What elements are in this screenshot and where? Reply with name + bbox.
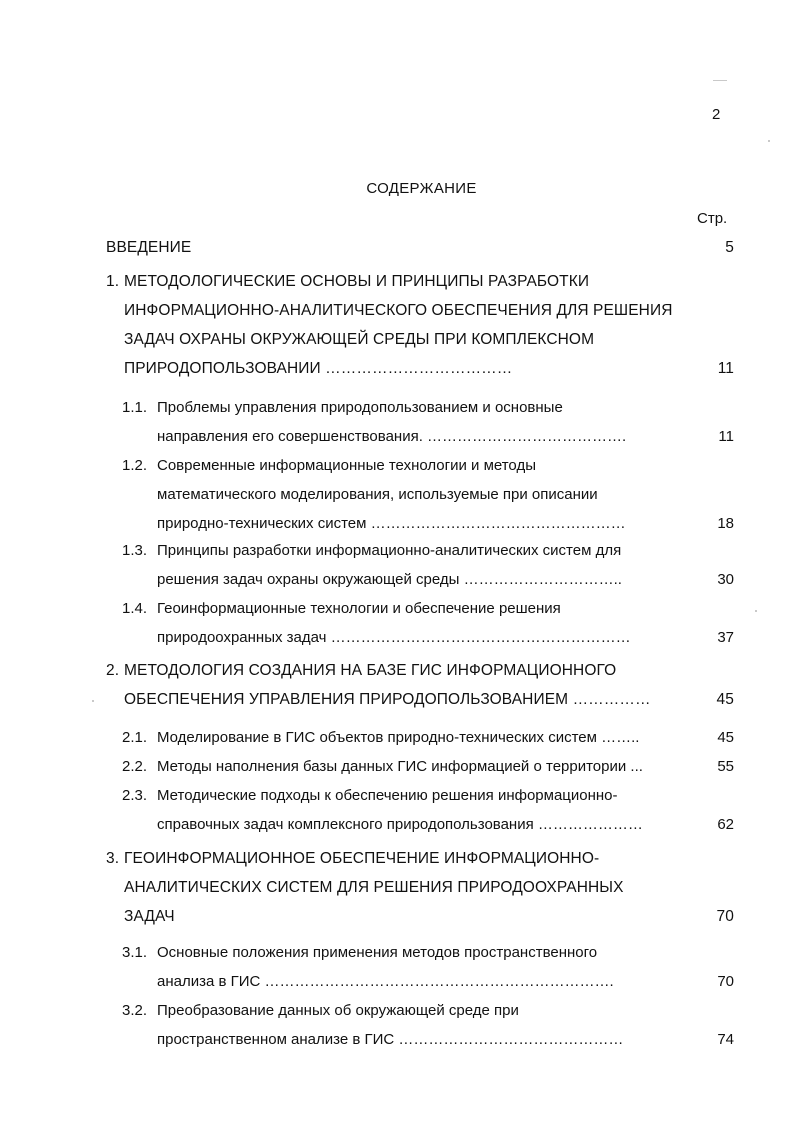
toc-line: [0, 877, 793, 899]
toc-line: [0, 513, 793, 535]
toc-entry-number: 1.3.: [122, 542, 148, 559]
toc-entry-number: 2.2.: [122, 758, 148, 775]
toc-page-number: 45: [716, 691, 734, 708]
toc-line: [0, 598, 793, 620]
toc-entry-text: Преобразование данных об окружающей среде при: [157, 1002, 519, 1019]
scan-speck: [92, 700, 94, 702]
toc-leader-dots: …………………………………………………………….: [260, 973, 614, 990]
toc-page-number: 70: [717, 973, 734, 990]
toc-line: [0, 237, 793, 259]
toc-line: [0, 660, 793, 682]
toc-line: [0, 358, 793, 380]
toc-leader-dots: ………………………………: [320, 360, 513, 377]
toc-leader-dots: ………………………………………: [394, 1031, 624, 1048]
toc-line: [0, 727, 793, 749]
toc-page-number: 11: [717, 360, 734, 377]
toc-entry-text: МЕТОДОЛОГИЧЕСКИЕ ОСНОВЫ И ПРИНЦИПЫ РАЗРАБОТКИ: [124, 273, 590, 290]
toc-leader-dots: …………………………..: [459, 571, 622, 588]
toc-entry-text: Геоинформационные технологии и обеспечение решения: [157, 600, 561, 617]
toc-page-number: 37: [717, 629, 734, 646]
toc-entry-text: ЗАДАЧ: [124, 908, 175, 925]
toc-line: [0, 271, 793, 293]
toc-entry-text: анализа в ГИС …………………………………………………………….: [157, 973, 614, 990]
toc-entry-text: направления его совершенствования. ………………………………….: [157, 428, 627, 445]
toc-line: [0, 1000, 793, 1022]
toc-entry-number: 1.1.: [122, 399, 148, 416]
toc-entry-text: пространственном анализе в ГИС ………………………………………: [157, 1031, 624, 1048]
scan-speck: [713, 80, 727, 81]
toc-line: [0, 785, 793, 807]
toc-line: [0, 906, 793, 928]
toc-entry-text: Проблемы управления природопользованием и основные: [157, 399, 563, 416]
toc-title: СОДЕРЖАНИЕ: [366, 180, 477, 197]
toc-line: [0, 1029, 793, 1051]
toc-entry-text: АНАЛИТИЧЕСКИХ СИСТЕМ ДЛЯ РЕШЕНИЯ ПРИРОДООХРАННЫХ: [124, 879, 624, 896]
toc-entry-text: природоохранных задач ……………………………………………………: [157, 629, 631, 646]
toc-entry-text: решения задач охраны окружающей среды …………………………..: [157, 571, 622, 588]
toc-entry-number: 2.1.: [122, 729, 148, 746]
toc-line: [0, 426, 793, 448]
toc-leader-dots: ………………………………….: [422, 428, 627, 445]
toc-entry-number: 2.: [106, 662, 120, 679]
toc-leader-dots: ……..: [596, 729, 640, 746]
toc-line: [0, 569, 793, 591]
toc-page-number: 18: [717, 515, 734, 532]
toc-entry-text: природно-технических систем ……………………………………………: [157, 515, 626, 532]
toc-entry-text: Принципы разработки информационно-аналитических систем для: [157, 542, 622, 559]
toc-entry-number: 1.4.: [122, 600, 148, 617]
page-number: 2: [712, 106, 721, 123]
toc-page-number: 62: [717, 816, 734, 833]
toc-entry-text: Основные положения применения методов пространственного: [157, 944, 598, 961]
toc-line: [0, 971, 793, 993]
toc-entry-text: справочных задач комплексного природопользования …………………: [157, 816, 643, 833]
toc-line: [0, 397, 793, 419]
toc-entry-text: математического моделирования, используемые при описании: [157, 486, 598, 503]
toc-line: [0, 484, 793, 506]
toc-leader-dots: ……………………………………………: [366, 515, 626, 532]
toc-entry-number: 3.: [106, 850, 120, 867]
toc-entry-number: 3.1.: [122, 944, 148, 961]
toc-entry-text: ОБЕСПЕЧЕНИЯ УПРАВЛЕНИЯ ПРИРОДОПОЛЬЗОВАНИЕМ ……………: [124, 691, 651, 708]
scan-speck: [768, 140, 770, 142]
toc-page-number: 5: [725, 239, 734, 256]
toc-entry-text: ЗАДАЧ ОХРАНЫ ОКРУЖАЮЩЕЙ СРЕДЫ ПРИ КОМПЛЕКСНОМ: [124, 331, 595, 348]
toc-entry-text: ВВЕДЕНИЕ: [106, 239, 192, 256]
toc-leader-dots: ……………: [568, 691, 651, 708]
toc-line: [0, 689, 793, 711]
toc-entry-number: 1.2.: [122, 457, 148, 474]
toc-entry-text: ПРИРОДОПОЛЬЗОВАНИИ ………………………………: [124, 360, 513, 377]
toc-entry-number: 1.: [106, 273, 120, 290]
toc-page-number: 55: [717, 758, 734, 775]
toc-entry-text: МЕТОДОЛОГИЯ СОЗДАНИЯ НА БАЗЕ ГИС ИНФОРМАЦИОННОГО: [124, 662, 617, 679]
toc-line: [0, 455, 793, 477]
toc-line: [0, 540, 793, 562]
toc-entry-number: 2.3.: [122, 787, 148, 804]
toc-line: [0, 627, 793, 649]
toc-page-number: 11: [718, 428, 734, 445]
toc-line: [0, 848, 793, 870]
toc-entry-text: Методы наполнения базы данных ГИС информацией о территории ...: [157, 758, 643, 775]
scan-speck: [755, 610, 757, 612]
toc-page-number: 45: [717, 729, 734, 746]
toc-page-number: 30: [717, 571, 734, 588]
toc-entry-text: Методические подходы к обеспечению решения информационно-: [157, 787, 618, 804]
toc-line: [0, 756, 793, 778]
toc-line: [0, 329, 793, 351]
toc-leader-dots: ……………………………………………………: [326, 629, 631, 646]
toc-leader-dots: ...: [626, 758, 643, 775]
toc-entry-number: 3.2.: [122, 1002, 148, 1019]
toc-entry-text: Моделирование в ГИС объектов природно-технических систем ……..: [157, 729, 640, 746]
toc-line: [0, 814, 793, 836]
toc-entry-text: Современные информационные технологии и методы: [157, 457, 536, 474]
toc-line: [0, 300, 793, 322]
pages-column-label: Стр.: [697, 210, 728, 227]
toc-line: [0, 942, 793, 964]
toc-leader-dots: …………………: [533, 816, 643, 833]
toc-page-number: 70: [716, 908, 734, 925]
toc-entry-text: ИНФОРМАЦИОННО-АНАЛИТИЧЕСКОГО ОБЕСПЕЧЕНИЯ ДЛЯ РЕШЕНИЯ: [124, 302, 673, 319]
toc-entry-text: ГЕОИНФОРМАЦИОННОЕ ОБЕСПЕЧЕНИЕ ИНФОРМАЦИОННО-: [124, 850, 600, 867]
toc-page-number: 74: [717, 1031, 734, 1048]
